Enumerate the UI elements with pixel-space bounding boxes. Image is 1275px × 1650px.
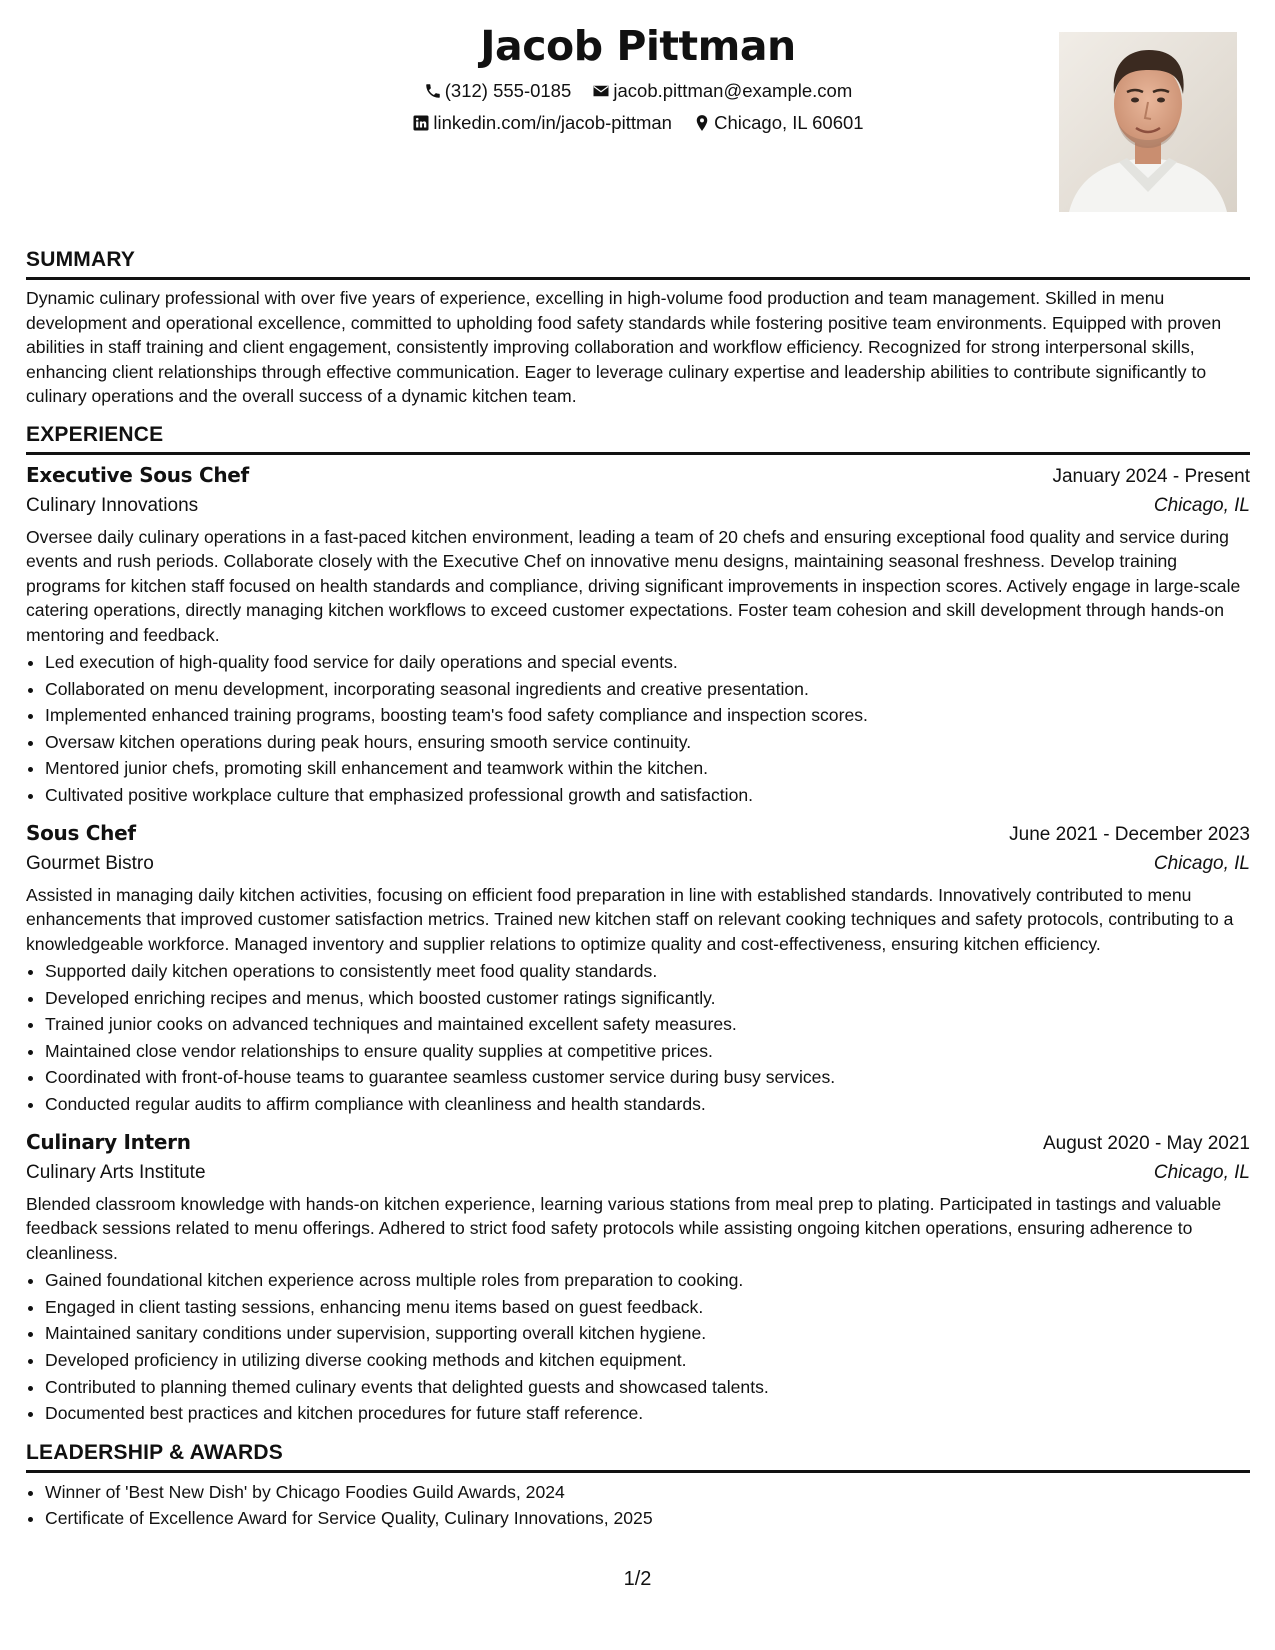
list-item: • Contributed to planning themed culinary events that delighted guests and showcased talents.: [45, 1374, 1250, 1401]
job-company: Gourmet Bistro: [26, 852, 154, 874]
list-item: • Led execution of high-quality food service for daily operations and special events.: [45, 649, 1250, 676]
job-title: Sous Chef: [26, 820, 136, 845]
job-dates: January 2024 - Present: [1052, 465, 1250, 487]
profile-photo: [1059, 32, 1237, 212]
email-address[interactable]: jacob.pittman@example.com: [613, 80, 853, 101]
list-item: • Cultivated positive workplace culture that emphasized professional growth and satisfaction.: [45, 782, 1250, 809]
list-item: • Mentored junior chefs, promoting skill enhancement and teamwork within the kitchen.: [45, 755, 1250, 782]
job-entry: [26, 821, 1250, 1118]
phone-contact: [424, 80, 572, 102]
list-item: • Supported daily kitchen operations to consistently meet food quality standards.: [45, 958, 1250, 985]
job-entry: [26, 463, 1250, 809]
list-item: • Developed proficiency in utilizing diverse cooking methods and kitchen equipment.: [45, 1347, 1250, 1374]
phone-number: (312) 555-0185: [444, 80, 572, 101]
awards-list: [26, 1479, 1250, 1532]
location-text: Chicago, IL 60601: [714, 112, 864, 133]
job-location: Chicago, IL: [1153, 494, 1250, 516]
list-item: • Engaged in client tasting sessions, enhancing menu items based on guest feedback.: [45, 1294, 1250, 1321]
list-item: • Gained foundational kitchen experience across multiple roles from preparation to cooking.: [45, 1267, 1250, 1294]
list-item: • Collaborated on menu development, incorporating seasonal ingredients and creative presentation.: [45, 676, 1250, 703]
envelope-icon: [592, 82, 610, 100]
resume-page: [26, 20, 1250, 1532]
job-company: Culinary Innovations: [26, 494, 199, 516]
job-location: Chicago, IL: [1153, 1161, 1250, 1183]
linkedin-url[interactable]: linkedin.com/in/jacob-pittman: [433, 112, 672, 133]
list-item: • Documented best practices and kitchen procedures for future staff reference.: [45, 1400, 1250, 1427]
list-item: • Coordinated with front-of-house teams to guarantee seamless customer service during busy services.: [45, 1064, 1250, 1091]
job-company: Culinary Arts Institute: [26, 1161, 206, 1183]
job-dates: August 2020 - May 2021: [1042, 1132, 1250, 1154]
page-number: 1/2: [623, 1568, 652, 1590]
map-pin-icon: [693, 114, 711, 132]
portrait-illustration: [1059, 32, 1237, 212]
experience-section: [26, 423, 1250, 1427]
job-title: Executive Sous Chef: [26, 462, 249, 487]
job-location: Chicago, IL: [1153, 852, 1250, 874]
job-entry: [26, 1130, 1250, 1427]
phone-icon: [424, 82, 442, 100]
awards-section: [26, 1441, 1250, 1532]
list-item: • Oversaw kitchen operations during peak hours, ensuring smooth service continuity.: [45, 729, 1250, 756]
summary-section: [26, 248, 1250, 409]
experience-heading: EXPERIENCE: [26, 423, 1250, 455]
linkedin-contact[interactable]: [412, 112, 672, 134]
job-title: Culinary Intern: [26, 1129, 191, 1154]
list-item: • Implemented enhanced training programs, boosting team's food safety compliance and inspection scores.: [45, 702, 1250, 729]
job-description: Oversee daily culinary operations in a fast-paced kitchen environment, leading a team of 20 chefs and ensuring exceptional food quality and service during events and rush periods. Collaborate closely with the Executive Chef on innovative menu designs, maintaining seasonal freshness. Develop training programs for kitchen staff focused on health standards and compliance, driving significant improvements in inspection scores. Actively engage in large-scale catering operations, directly managing kitchen workflows to exceed customer expectations. Foster team cohesion and skill development through hands-on mentoring and feedback.: [26, 526, 1241, 645]
summary-heading: SUMMARY: [26, 248, 1250, 280]
list-item: • Winner of 'Best New Dish' by Chicago Foodies Guild Awards, 2024: [45, 1479, 1250, 1506]
job-dates: June 2021 - December 2023: [1009, 823, 1250, 845]
linkedin-icon: [412, 114, 430, 132]
awards-heading: LEADERSHIP & AWARDS: [26, 1441, 1250, 1473]
list-item: • Trained junior cooks on advanced techniques and maintained excellent safety measures.: [45, 1011, 1250, 1038]
job-bullets: [26, 958, 1250, 1118]
list-item: • Maintained sanitary conditions under supervision, supporting overall kitchen hygiene.: [45, 1320, 1250, 1347]
email-contact[interactable]: [592, 80, 852, 102]
resume-header: [26, 20, 1250, 238]
list-item: • Maintained close vendor relationships to ensure quality supplies at competitive prices.: [45, 1038, 1250, 1065]
list-item: • Certificate of Excellence Award for Service Quality, Culinary Innovations, 2025: [45, 1505, 1250, 1532]
job-bullets: [26, 649, 1250, 809]
list-item: • Developed enriching recipes and menus, which boosted customer ratings significantly.: [45, 985, 1250, 1012]
list-item: • Conducted regular audits to affirm compliance with cleanliness and health standards.: [45, 1091, 1250, 1118]
location-contact: [693, 112, 863, 134]
candidate-name: Jacob Pittman: [480, 22, 796, 70]
job-description: Blended classroom knowledge with hands-on kitchen experience, learning various stations from meal prep to plating. Participated in tastings and valuable feedback sessions related to menu offerings. Adhered to strict food safety protocols while assisting ongoing kitchen operations, ensuring adherence to cleanliness.: [26, 1193, 1222, 1263]
job-bullets: [26, 1267, 1250, 1427]
summary-text: Dynamic culinary professional with over five years of experience, excelling in high-volume food production and team management. Skilled in menu development and operational excellence, committed to upholding food safety standards while fostering positive team environments. Equipped with proven abilities in staff training and client engagement, consistently improving collaboration and workflow efficiency. Recognized for strong interpersonal skills, enhancing client relationships through effective communication. Eager to leverage culinary expertise and leadership abilities to contribute significantly to culinary operations and the overall success of a dynamic kitchen team.: [26, 288, 1222, 406]
job-description: Assisted in managing daily kitchen activities, focusing on efficient food preparation in line with established standards. Innovatively contributed to menu enhancements that improved customer satisfaction metrics. Trained new kitchen staff on relevant cooking techniques and safety protocols, contributing to a knowledgeable workforce. Managed inventory and supplier relations to optimize quality and cost-effectiveness, ensuring kitchen efficiency.: [26, 884, 1234, 954]
